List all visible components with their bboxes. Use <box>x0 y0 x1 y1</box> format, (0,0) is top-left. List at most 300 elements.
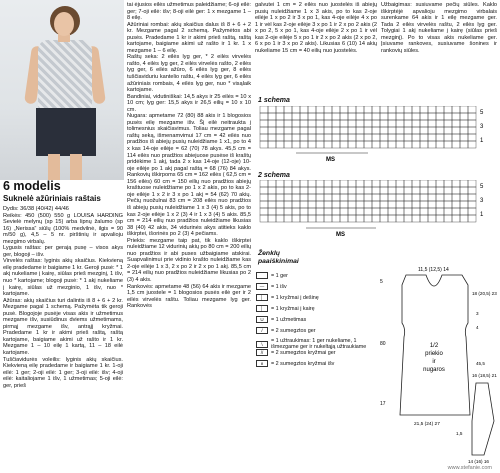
instructions-column-3 <box>255 2 377 54</box>
diagram-dim: 18 (20,5) 23 <box>472 291 497 296</box>
chart-cell <box>460 208 468 215</box>
chart-cell <box>404 187 412 194</box>
chart-cell <box>308 208 316 215</box>
paragraph: Dydis: 36/38 (40/42) 44/46 <box>3 206 69 212</box>
chart-cell <box>452 208 460 215</box>
chart-cell <box>412 194 420 201</box>
chart-cell <box>380 208 388 215</box>
chart-cell <box>260 215 268 222</box>
chart-cell <box>332 208 340 215</box>
chart-cell <box>380 127 388 134</box>
chart-cell <box>268 194 276 201</box>
chart-cell <box>340 180 348 187</box>
chart-cell <box>460 113 468 120</box>
chart-cell <box>268 141 276 148</box>
chart-cell <box>332 120 340 127</box>
chart-cell <box>340 113 348 120</box>
chart-cell <box>436 113 444 120</box>
chart-cell <box>260 187 268 194</box>
legend-label: = 1 užtraukimas: 1 ger nukeliame, 1 išmezgame ger ir nukeltąją užtraukiame <box>271 338 367 350</box>
chart-cell <box>404 180 412 187</box>
chart-cell <box>412 106 420 113</box>
chart-cell <box>420 180 428 187</box>
chart-cell <box>348 134 356 141</box>
chart-cell <box>324 194 332 201</box>
chart-cell <box>372 194 380 201</box>
chart-cell <box>468 113 476 120</box>
chart-cell <box>324 141 332 148</box>
schema-2-row-label: 1 <box>480 212 484 218</box>
chart-cell <box>316 106 324 113</box>
chart-cell <box>356 127 364 134</box>
chart-cell <box>284 120 292 127</box>
sleeve-outline <box>472 383 494 455</box>
chart-cell <box>460 134 468 141</box>
chart-cell <box>420 134 428 141</box>
chart-cell <box>420 106 428 113</box>
chart-cell <box>428 208 436 215</box>
chart-cell <box>428 113 436 120</box>
chart-cell <box>460 106 468 113</box>
chart-cell <box>356 141 364 148</box>
chart-cell <box>340 201 348 208</box>
chart-cell <box>292 127 300 134</box>
chart-cell <box>316 120 324 127</box>
chart-cell <box>308 113 316 120</box>
chart-cell <box>428 127 436 134</box>
chart-cell <box>396 134 404 141</box>
chart-cell <box>372 201 380 208</box>
chart-cell <box>316 134 324 141</box>
chart-cell <box>284 187 292 194</box>
chart-cell <box>420 127 428 134</box>
chart-cell <box>340 215 348 222</box>
chart-cell <box>276 215 284 222</box>
chart-cell <box>364 194 372 201</box>
diagram-dim: 21,5 (24) 27 <box>414 422 440 427</box>
chart-cell <box>396 194 404 201</box>
chart-cell <box>444 127 452 134</box>
diagram-dim: 16 (18,5) 21 <box>472 373 497 378</box>
legend-item <box>256 360 381 367</box>
chart-cell <box>452 134 460 141</box>
chart-cell <box>324 134 332 141</box>
chart-cell <box>300 180 308 187</box>
chart-cell <box>300 201 308 208</box>
chart-cell <box>380 120 388 127</box>
chart-cell <box>460 127 468 134</box>
chart-cell <box>356 134 364 141</box>
chart-cell <box>332 134 340 141</box>
page-title: 6 modelis <box>3 179 61 193</box>
chart-cell <box>452 187 460 194</box>
chart-cell <box>348 113 356 120</box>
chart-cell <box>420 113 428 120</box>
chart-cell <box>300 187 308 194</box>
model-photo <box>0 0 124 180</box>
chart-cell <box>364 215 372 222</box>
chart-cell <box>372 208 380 215</box>
chart-cell <box>284 134 292 141</box>
chart-cell <box>444 215 452 222</box>
paragraph: Lygusis raštas: per gerają pusę – visos akys ger, blogoji – išv. <box>3 245 123 258</box>
chart-cell <box>436 120 444 127</box>
legend-item <box>256 272 381 279</box>
chart-cell <box>268 180 276 187</box>
chart-cell <box>340 194 348 201</box>
chart-cell <box>324 113 332 120</box>
legend-label: = 1 išv <box>271 283 287 290</box>
diagram-dim: 4 <box>476 325 479 330</box>
chart-cell <box>348 201 356 208</box>
chart-cell <box>268 215 276 222</box>
chart-cell <box>364 201 372 208</box>
chart-cell <box>388 120 396 127</box>
legend-symbol <box>256 272 268 279</box>
chart-cell <box>372 141 380 148</box>
chart-cell <box>340 187 348 194</box>
paragraph: Užbaigimas: susiuvame pečių siūles. Kaklo iškirptėjė apvalioju mezgimo virbalais surenkame 64 akis ir 1 eilę mezgame ger. Tada 2 eilės virvelės raštu, 2 eilės lyg ger. Tolygiai 1 akį nukeliame į kairę (siūlas prieš mezginį). Po to visas akis nukeliame ger. Įsiuvame rankoves, susiuvame šonines ir rankovių siūles. <box>381 2 497 54</box>
chart-cell <box>380 180 388 187</box>
chart-cell <box>316 187 324 194</box>
chart-cell <box>356 215 364 222</box>
chart-cell <box>260 120 268 127</box>
chart-cell <box>348 187 356 194</box>
legend-symbol: U <box>256 316 268 323</box>
legend-label: = 2 sumegztos kryžmai ger <box>271 349 336 356</box>
chart-cell <box>380 215 388 222</box>
chart-cell <box>404 194 412 201</box>
chart-cell <box>380 134 388 141</box>
instructions-column-2 <box>127 2 251 310</box>
chart-cell <box>364 120 372 127</box>
chart-cell <box>460 120 468 127</box>
schema-1-repeat-label: MS <box>326 157 335 163</box>
chart-cell <box>356 120 364 127</box>
chart-cell <box>364 187 372 194</box>
chart-cell <box>276 106 284 113</box>
chart-cell <box>292 215 300 222</box>
chart-cell <box>396 113 404 120</box>
diagram-dim: 1,5 <box>456 431 463 436</box>
schema-1-row-label: 5 <box>480 110 484 116</box>
legend-item <box>256 349 381 356</box>
chart-cell <box>412 120 420 127</box>
chart-cell <box>404 120 412 127</box>
chart-cell <box>460 180 468 187</box>
chart-cell <box>276 134 284 141</box>
legend-item <box>256 294 381 301</box>
legend-symbol: — <box>256 283 268 290</box>
chart-cell <box>436 141 444 148</box>
chart-cell <box>396 120 404 127</box>
chart-cell <box>332 141 340 148</box>
diagram-dim: 3 <box>476 311 479 316</box>
page-subtitle: Suknelė ažūriniais raštais <box>3 194 101 203</box>
chart-cell <box>276 201 284 208</box>
chart-cell <box>348 141 356 148</box>
legend-symbol: │ <box>256 305 268 312</box>
schema-2-repeat-label: MS <box>336 232 345 238</box>
chart-cell <box>460 194 468 201</box>
chart-cell <box>396 180 404 187</box>
legend-symbol: / <box>256 327 268 334</box>
chart-cell <box>340 208 348 215</box>
chart-cell <box>452 106 460 113</box>
chart-cell <box>452 127 460 134</box>
chart-cell <box>404 215 412 222</box>
chart-cell <box>372 215 380 222</box>
chart-cell <box>380 187 388 194</box>
chart-cell <box>452 201 460 208</box>
chart-cell <box>420 194 428 201</box>
schema-2-row-label: 5 <box>480 184 484 190</box>
diagram-dim: 5 <box>380 279 383 285</box>
chart-cell <box>404 141 412 148</box>
chart-cell <box>468 106 476 113</box>
chart-cell <box>276 141 284 148</box>
chart-cell <box>300 106 308 113</box>
chart-cell <box>292 201 300 208</box>
chart-cell <box>412 113 420 120</box>
chart-cell <box>340 134 348 141</box>
chart-cell <box>428 180 436 187</box>
chart-cell <box>468 134 476 141</box>
chart-cell <box>276 208 284 215</box>
chart-cell <box>340 141 348 148</box>
chart-cell <box>444 208 452 215</box>
instructions-column-4 <box>381 2 497 54</box>
chart-cell <box>292 141 300 148</box>
chart-cell <box>388 201 396 208</box>
schema-1-chart <box>256 106 496 164</box>
chart-cell <box>372 113 380 120</box>
paragraph: Tuščiavidurės voleilis: lyginis akių skaičius. Kiekvieną eilę pradedame ir baigiame 1 kr. 1-oji eilė: 1 ger; 2-oji eilė: 1 ger; 3-oji eilė: išv; 4-oji eilė: kaitaliojame 1 išv, 1 užmetimas; 5-oji eilė: ger, prieš <box>3 356 123 389</box>
chart-cell <box>332 180 340 187</box>
chart-cell <box>452 180 460 187</box>
chart-cell <box>284 215 292 222</box>
legend-label: = 1 ger <box>271 272 288 279</box>
schema-2-title: 2 schema <box>258 172 290 179</box>
chart-cell <box>284 127 292 134</box>
legend-symbol: ∧ <box>256 360 268 367</box>
chart-cell <box>308 120 316 127</box>
chart-cell <box>420 141 428 148</box>
measurement-diagram <box>376 265 498 465</box>
legend-symbol: \ <box>256 341 268 348</box>
chart-cell <box>276 120 284 127</box>
chart-cell <box>292 120 300 127</box>
chart-cell <box>388 208 396 215</box>
chart-cell <box>436 187 444 194</box>
chart-cell <box>396 141 404 148</box>
chart-cell <box>332 215 340 222</box>
chart-cell <box>284 208 292 215</box>
chart-cell <box>412 201 420 208</box>
schema-2-row-label: 3 <box>480 198 484 204</box>
chart-cell <box>396 201 404 208</box>
chart-cell <box>396 215 404 222</box>
chart-cell <box>380 194 388 201</box>
chart-cell <box>428 194 436 201</box>
chart-cell <box>364 127 372 134</box>
chart-cell <box>372 134 380 141</box>
legend-item <box>256 327 381 334</box>
chart-cell <box>348 208 356 215</box>
legend-symbol: │ <box>256 294 268 301</box>
diagram-dim: 17 <box>380 401 386 407</box>
chart-cell <box>388 187 396 194</box>
chart-cell <box>260 113 268 120</box>
chart-cell <box>276 113 284 120</box>
chart-cell <box>388 113 396 120</box>
chart-cell <box>364 106 372 113</box>
legend-title: Ženklų paaiškinimai <box>258 250 299 265</box>
paragraph: Ažūriniai rombai: akių skaičius dalus iš 8 + 6 + 2 kr. Mezgame pagal 2 schemą. Pažymėtos abi pusės. Pradedame 1 kr ir akimi prieš raštą, raštą kartojame, baigiame akimi už rašto ir 1 kr. 1 x mezgame 1 – 6 eilę. <box>127 21 251 54</box>
legend-symbol: // <box>256 349 268 356</box>
chart-cell <box>276 180 284 187</box>
legend-label: = 1 kryžmai į dešinę <box>271 294 319 301</box>
chart-cell <box>444 120 452 127</box>
chart-cell <box>452 215 460 222</box>
chart-cell <box>332 127 340 134</box>
chart-cell <box>444 180 452 187</box>
chart-cell <box>308 127 316 134</box>
chart-cell <box>372 120 380 127</box>
diagram-dim: 45,5 <box>476 361 485 366</box>
chart-cell <box>316 113 324 120</box>
chart-cell <box>300 194 308 201</box>
chart-cell <box>444 106 452 113</box>
chart-cell <box>460 201 468 208</box>
paragraph: tai ėjusios eilės užmetimus paleidžiame; 6-oji eilė: ger; 7-oji eilė: išv; 8-oji eilė ger: 1 x mezgame 1 – 8 eilę. <box>127 2 251 22</box>
chart-cell <box>388 134 396 141</box>
chart-cell <box>324 187 332 194</box>
chart-cell <box>316 180 324 187</box>
chart-cell <box>428 106 436 113</box>
chart-cell <box>412 180 420 187</box>
chart-cell <box>324 106 332 113</box>
chart-cell <box>412 187 420 194</box>
chart-cell <box>348 180 356 187</box>
chart-cell <box>308 194 316 201</box>
chart-cell <box>292 208 300 215</box>
chart-cell <box>348 215 356 222</box>
chart-cell <box>284 201 292 208</box>
chart-cell <box>412 208 420 215</box>
chart-cell <box>364 180 372 187</box>
chart-cell <box>324 120 332 127</box>
chart-cell <box>436 201 444 208</box>
chart-cell <box>468 208 476 215</box>
chart-cell <box>300 215 308 222</box>
chart-cell <box>356 180 364 187</box>
chart-cell <box>460 215 468 222</box>
chart-cell <box>452 120 460 127</box>
schema-1-title: 1 schema <box>258 97 290 104</box>
chart-cell <box>404 201 412 208</box>
chart-cell <box>436 208 444 215</box>
schema-2-chart <box>256 180 496 240</box>
chart-cell <box>308 187 316 194</box>
legend-label: = 2 sumegztos ger <box>271 327 316 334</box>
chart-cell <box>332 194 340 201</box>
chart-cell <box>396 127 404 134</box>
chart-cell <box>332 187 340 194</box>
diagram-dim: 14 (16) 16 <box>468 459 489 464</box>
chart-cell <box>412 215 420 222</box>
chart-cell <box>356 187 364 194</box>
paragraph: Raštų seka: 2 eilės lyg ger, * 2 eilės virvelės rašto, 4 eilės lyg ger, 2 eilės virvelės rašto, 2 eilės lyg ger, 6 eilės ažūro, 6 eilės lyg ger, 8 eilės tuščiaviduriu kantelio raštu, 4 eilės lyg ger, 6 eilės ažūriniais rombais, 4 eilės lyg ger, nuo * visąlaik kartojame. <box>127 54 251 94</box>
chart-cell <box>444 194 452 201</box>
chart-cell <box>412 127 420 134</box>
chart-cell <box>420 120 428 127</box>
chart-cell <box>404 106 412 113</box>
diagram-dim: 80 <box>380 341 386 347</box>
chart-cell <box>444 134 452 141</box>
chart-cell <box>308 201 316 208</box>
legend-item <box>256 283 381 290</box>
chart-cell <box>276 187 284 194</box>
paragraph: Virvelės raštas: lyginis akių skaičius. Kiekvieną eilę pradedame ir baigiame 1 kr. Geroji pusė: * 1 akį nukeliame į kairę, siūlas prieš mezginį, 1 išv, nuo * kartojame; blogoji pusė: * 1 akį nukeliame į kairę, siūlas už mezginio, 1 išv, nuo * kartojame. <box>3 258 123 298</box>
chart-cell <box>340 120 348 127</box>
chart-cell <box>260 106 268 113</box>
chart-cell <box>396 106 404 113</box>
chart-cell <box>276 127 284 134</box>
chart-cell <box>284 106 292 113</box>
chart-cell <box>372 106 380 113</box>
chart-cell <box>348 120 356 127</box>
chart-cell <box>380 106 388 113</box>
chart-cell <box>268 201 276 208</box>
chart-cell <box>284 180 292 187</box>
chart-cell <box>428 134 436 141</box>
chart-cell <box>276 194 284 201</box>
chart-cell <box>468 194 476 201</box>
chart-cell <box>452 113 460 120</box>
chart-cell <box>396 208 404 215</box>
chart-cell <box>468 187 476 194</box>
chart-cell <box>468 127 476 134</box>
chart-cell <box>428 141 436 148</box>
chart-cell <box>396 187 404 194</box>
chart-cell <box>420 201 428 208</box>
chart-cell <box>444 187 452 194</box>
chart-cell <box>316 201 324 208</box>
diagram-center-label: nugaros <box>423 367 445 373</box>
chart-cell <box>356 194 364 201</box>
chart-cell <box>332 201 340 208</box>
chart-cell <box>324 215 332 222</box>
chart-cell <box>468 201 476 208</box>
chart-cell <box>292 134 300 141</box>
chart-cell <box>348 194 356 201</box>
schema-1-row-label: 3 <box>480 124 484 130</box>
chart-cell <box>284 194 292 201</box>
chart-cell <box>468 180 476 187</box>
chart-cell <box>364 141 372 148</box>
chart-cell <box>308 134 316 141</box>
chart-cell <box>324 201 332 208</box>
chart-cell <box>268 187 276 194</box>
chart-cell <box>356 201 364 208</box>
paragraph: Ažūras: akių skaičius turi dalintis iš 8 + 6 + 2 kr. Mezgame pagal 1 schemą. Pažymėta tik geroji pusė. Blogojoje pusėje visas akis ir užmetimus mezgame išv, susiūdinus dviems užmetimams, pirmąj mezgame išv, antrąjį kryžmai. Pradedame 1 kr ir akimi prieš raštą, raštą kartojame, baigiame akimi už rašto ir 1 kr. Mezgame 1 – 10 eilę 1 kartą, 11 – 18 eilė kartojame. <box>3 297 123 357</box>
chart-cell <box>292 106 300 113</box>
watermark: www.stefanie.com <box>447 465 492 471</box>
chart-cell <box>372 180 380 187</box>
chart-cell <box>436 194 444 201</box>
legend-label: = 1 kryžmai į kairę <box>271 305 315 312</box>
